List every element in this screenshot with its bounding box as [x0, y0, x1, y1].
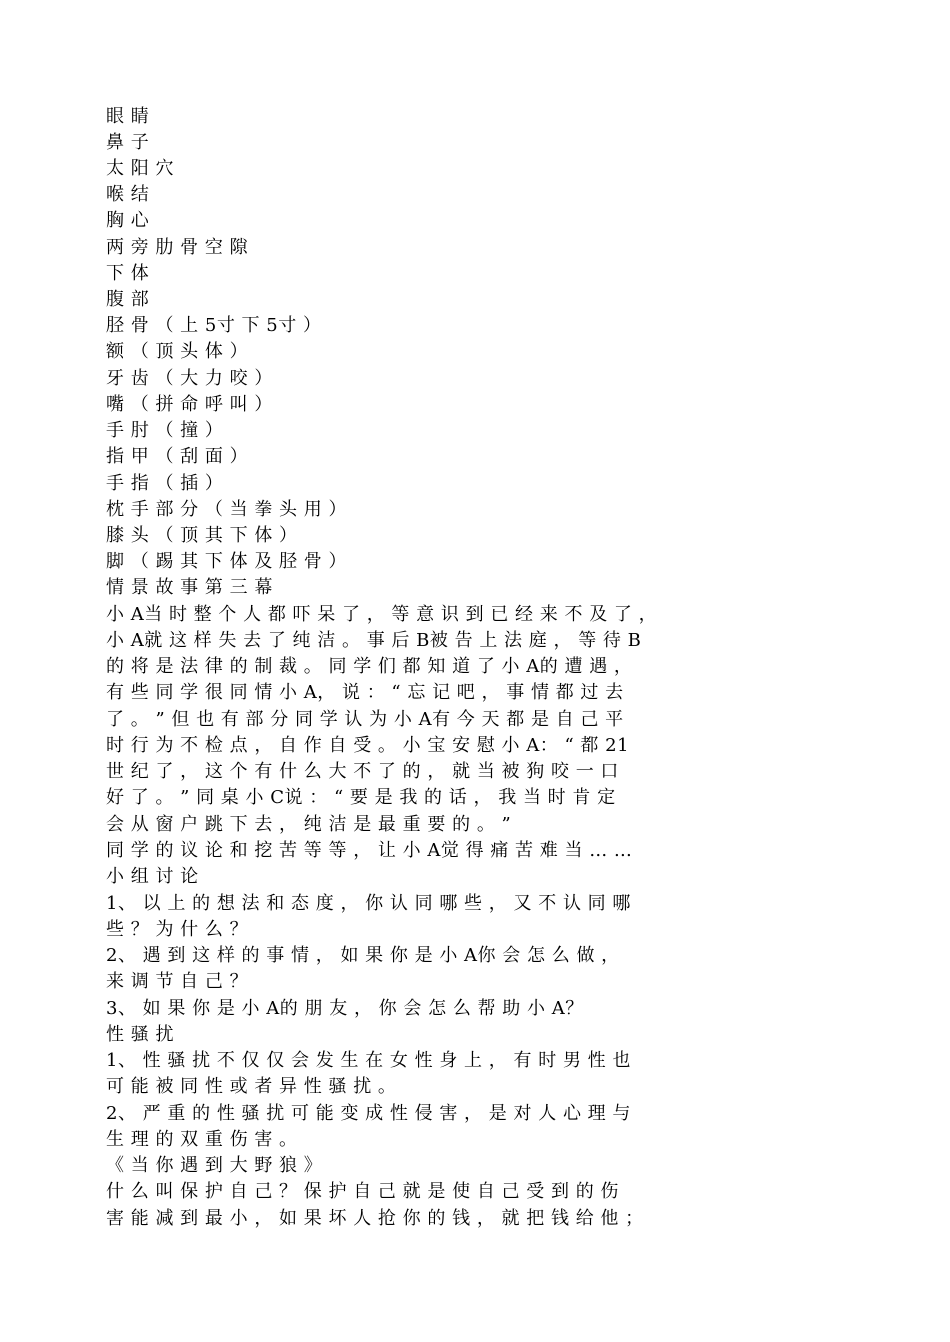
text-line: 枕 手 部 分 （ 当 拳 头 用 ）	[106, 499, 347, 520]
text-line: 1、 性 骚 扰 不 仅 仅 会 发 生 在 女 性 身 上 ， 有 时 男 性 也	[106, 1050, 631, 1071]
text-line: 指 甲 （ 刮 面 ）	[106, 446, 249, 467]
text-line: 嘴 （ 拼 命 呼 叫 ）	[106, 394, 273, 415]
text-line: 太 阳 穴	[106, 158, 174, 179]
text-line: 下 体	[106, 263, 150, 284]
section-heading: 情 景 故 事 第 三 幕	[106, 577, 273, 598]
text-line: 小 A当 时 整 个 人 都 吓 呆 了 ， 等 意 识 到 已 经 来 不 及 了 ，	[106, 604, 658, 625]
text-line: 可 能 被 同 性 或 者 异 性 骚 扰 。	[106, 1076, 397, 1097]
text-line: 了 。 ” 但 也 有 部 分 同 学 认 为 小 A有 今 天 都 是 自 己 平	[106, 709, 624, 730]
text-line: 额 （ 顶 头 体 ）	[106, 341, 249, 362]
text-line: 两 旁 肋 骨 空 隙	[106, 237, 249, 258]
text-line: 好 了 。 ” 同 桌 小 C说 ： “ 要 是 我 的 话 ， 我 当 时 肯 定	[106, 787, 616, 808]
text-line: 牙 齿 （ 大 力 咬 ）	[106, 368, 273, 389]
text-line: 1、 以 上 的 想 法 和 态 度 ， 你 认 同 哪 些 ， 又 不 认 同 哪	[106, 893, 631, 914]
text-line: 鼻 子	[106, 132, 150, 153]
text-line: 2、 遇 到 这 样 的 事 情 ， 如 果 你 是 小 A你 会 怎 么 做 ，	[106, 945, 620, 966]
text-line: 手 指 （ 插 ）	[106, 473, 224, 494]
text-line: 时 行 为 不 检 点 ， 自 作 自 受 。 小 宝 安 慰 小 A： “ 都 21	[106, 735, 630, 756]
text-line: 什 么 叫 保 护 自 己 ？ 保 护 自 己 就 是 使 自 己 受 到 的 伤	[106, 1181, 619, 1202]
text-line: 世 纪 了 ， 这 个 有 什 么 大 不 了 的 ， 就 当 被 狗 咬 一 口	[106, 761, 619, 782]
text-line: 胸 心	[106, 210, 150, 231]
text-line: 膝 头 （ 顶 其 下 体 ）	[106, 525, 298, 546]
text-line: 2、 严 重 的 性 骚 扰 可 能 变 成 性 侵 害 ， 是 对 人 心 理 与	[106, 1103, 631, 1124]
text-line: 的 将 是 法 律 的 制 裁 。 同 学 们 都 知 道 了 小 A的 遭 遇 ，	[106, 656, 633, 677]
text-line: 胫 骨 （ 上 5寸 下 5寸 ）	[106, 315, 322, 336]
text-line: 小 A就 这 样 失 去 了 纯 洁 。 事 后 B被 告 上 法 庭 ， 等 待 B	[106, 630, 642, 651]
text-line: 有 些 同 学 很 同 情 小 A， 说 ： “ 忘 记 吧 ， 事 情 都 过 去	[106, 682, 624, 703]
section-heading: 小 组 讨 论	[106, 866, 199, 887]
text-line: 眼 睛	[106, 106, 150, 127]
text-line: 些 ？ 为 什 么 ？	[106, 919, 249, 940]
text-line: 害 能 减 到 最 小 ， 如 果 坏 人 抢 你 的 钱 ， 就 把 钱 给 他 ；	[106, 1208, 644, 1229]
text-line: 会 从 窗 户 跳 下 去 ， 纯 洁 是 最 重 要 的 。 ”	[106, 814, 512, 835]
text-line: 3、 如 果 你 是 小 A的 朋 友 ， 你 会 怎 么 帮 助 小 A？	[106, 998, 584, 1019]
section-heading: 性 骚 扰	[106, 1024, 174, 1045]
text-line: 腹 部	[106, 289, 150, 310]
text-line: 脚 （ 踢 其 下 体 及 胫 骨 ）	[106, 551, 347, 572]
text-line: 喉 结	[106, 184, 150, 205]
text-line: 同 学 的 议 论 和 挖 苦 等 等 ， 让 小 A觉 得 痛 苦 难 当 … …	[106, 840, 633, 861]
text-line: 来 调 节 自 己 ？	[106, 971, 249, 992]
text-line: 手 肘 （ 撞 ）	[106, 420, 224, 441]
text-line: 生 理 的 双 重 伤 害 。	[106, 1129, 298, 1150]
section-heading: 《 当 你 遇 到 大 野 狼 》	[106, 1155, 323, 1176]
